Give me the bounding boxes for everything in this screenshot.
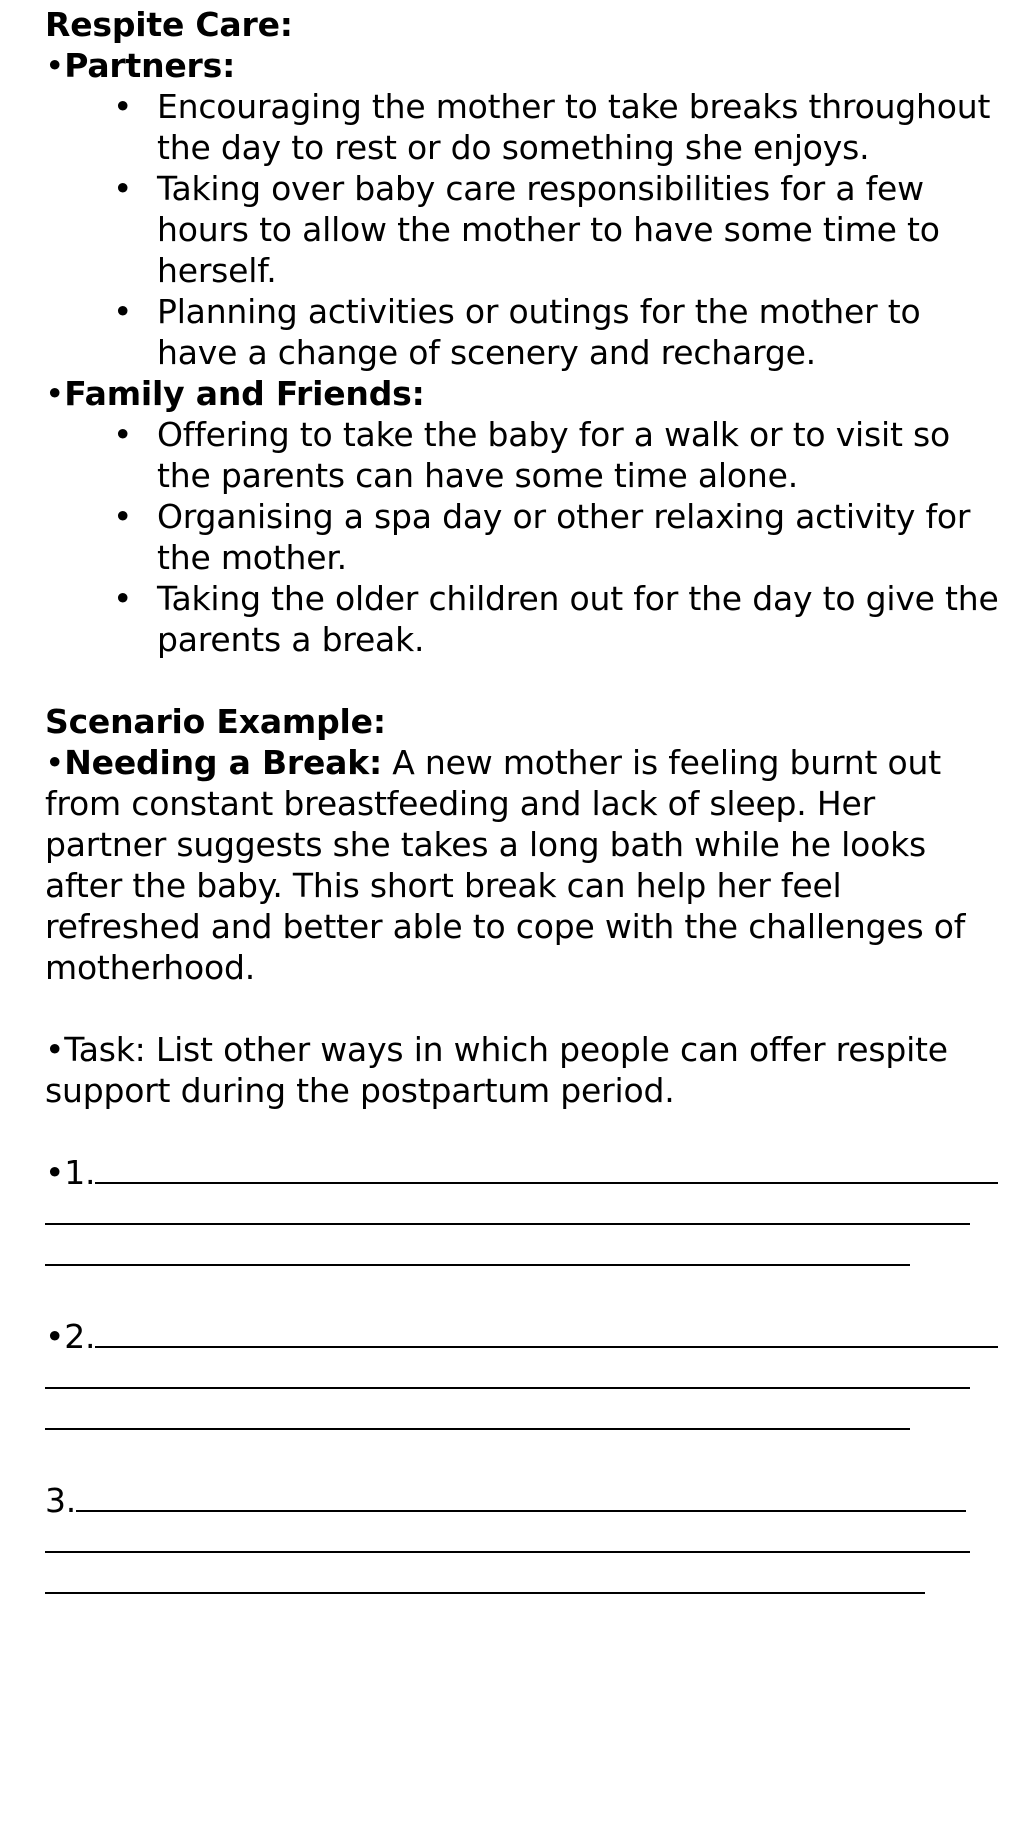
list-item-text: Organising a spa day or other relaxing activity for: [157, 497, 971, 536]
document-page: [45, 4, 999, 1603]
scenario-text: refreshed and better able to cope with the challenges of: [45, 907, 966, 946]
spacer: [45, 1275, 995, 1316]
list-item-text: Taking over baby care responsibilities for a few: [157, 169, 924, 208]
scenario-text: after the baby. This short break can help her feel: [45, 866, 842, 905]
answer-block-1: [45, 1152, 995, 1275]
answer-blank-field[interactable]: [45, 1193, 970, 1225]
bullet: •: [45, 743, 65, 782]
bullet-icon: •: [113, 169, 133, 208]
bullet-icon: •: [113, 415, 133, 454]
answer-blank-field[interactable]: [45, 1234, 910, 1266]
answer-label: •2.: [45, 1317, 96, 1356]
answer-line: [45, 1398, 995, 1439]
list-item: [45, 414, 995, 496]
bullet-icon: •: [113, 497, 133, 536]
answer-line: [45, 1193, 995, 1234]
list-item-text: Encouraging the mother to take breaks throughout: [157, 87, 991, 126]
group-label: Partners:: [64, 46, 236, 85]
scenario-text: motherhood.: [45, 948, 256, 987]
list-item-text: the mother.: [157, 538, 347, 577]
list-item-text: Planning activities or outings for the mother to: [157, 292, 921, 331]
bullet: •: [45, 374, 65, 413]
spacer: [45, 988, 995, 1029]
answer-line: [45, 1234, 995, 1275]
bullet-icon: •: [113, 87, 133, 126]
answer-line: [45, 1521, 995, 1562]
spacer: [45, 660, 995, 701]
spacer: [45, 1111, 995, 1152]
scenario-text: partner suggests she takes a long bath while he looks: [45, 825, 926, 864]
task-text: •Task: List other ways in which people can offer respite: [45, 1030, 948, 1069]
group-family-title: [45, 373, 995, 414]
group-label: Family and Friends:: [64, 374, 425, 413]
answer-block-3: [45, 1480, 995, 1603]
list-item-text: the parents can have some time alone.: [157, 456, 798, 495]
answer-blank-field[interactable]: [95, 1316, 998, 1348]
answer-blank-field[interactable]: [45, 1357, 970, 1389]
scenario-text: A new mother is feeling burnt out: [381, 743, 941, 782]
list-item-text: have a change of scenery and recharge.: [157, 333, 816, 372]
scenario-label: Needing a Break:: [64, 743, 382, 782]
bullet: •: [45, 46, 65, 85]
list-item-text: herself.: [157, 251, 277, 290]
group-partners-title: [45, 45, 995, 86]
list-item: [45, 168, 995, 291]
bullet-icon: •: [113, 579, 133, 618]
scenario-heading: Scenario Example:: [45, 702, 386, 741]
answer-blank-field[interactable]: [45, 1562, 925, 1594]
answer-blank-field[interactable]: [95, 1152, 998, 1184]
respite-care-heading: Respite Care:: [45, 5, 293, 44]
answer-label: •1.: [45, 1153, 96, 1192]
answer-blank-field[interactable]: [45, 1398, 910, 1430]
answer-line: [45, 1152, 995, 1193]
list-item: [45, 496, 995, 578]
list-item-text: Taking the older children out for the day to give the: [157, 579, 999, 618]
answer-blank-field[interactable]: [76, 1480, 966, 1512]
answer-line: [45, 1357, 995, 1398]
scenario-paragraph-first-line: [45, 742, 995, 783]
list-item: [45, 578, 999, 660]
spacer: [45, 1439, 995, 1480]
list-item-text: parents a break.: [157, 620, 425, 659]
scenario-text: from constant breastfeeding and lack of sleep. Her: [45, 784, 875, 823]
partners-list: [45, 86, 995, 373]
task-text: support during the postpartum period.: [45, 1071, 675, 1110]
list-item: [45, 86, 995, 168]
list-item-text: Offering to take the baby for a walk or to visit so: [157, 415, 950, 454]
answer-line: [45, 1562, 995, 1603]
family-list: [45, 414, 999, 660]
answer-label: 3.: [45, 1481, 77, 1520]
list-item: [45, 291, 995, 373]
answer-block-2: [45, 1316, 995, 1439]
list-item-text: hours to allow the mother to have some time to: [157, 210, 940, 249]
answer-line: [45, 1316, 995, 1357]
list-item-text: the day to rest or do something she enjoys.: [157, 128, 870, 167]
bullet-icon: •: [113, 292, 133, 331]
answer-line: [45, 1480, 995, 1521]
answer-blank-field[interactable]: [45, 1521, 970, 1553]
